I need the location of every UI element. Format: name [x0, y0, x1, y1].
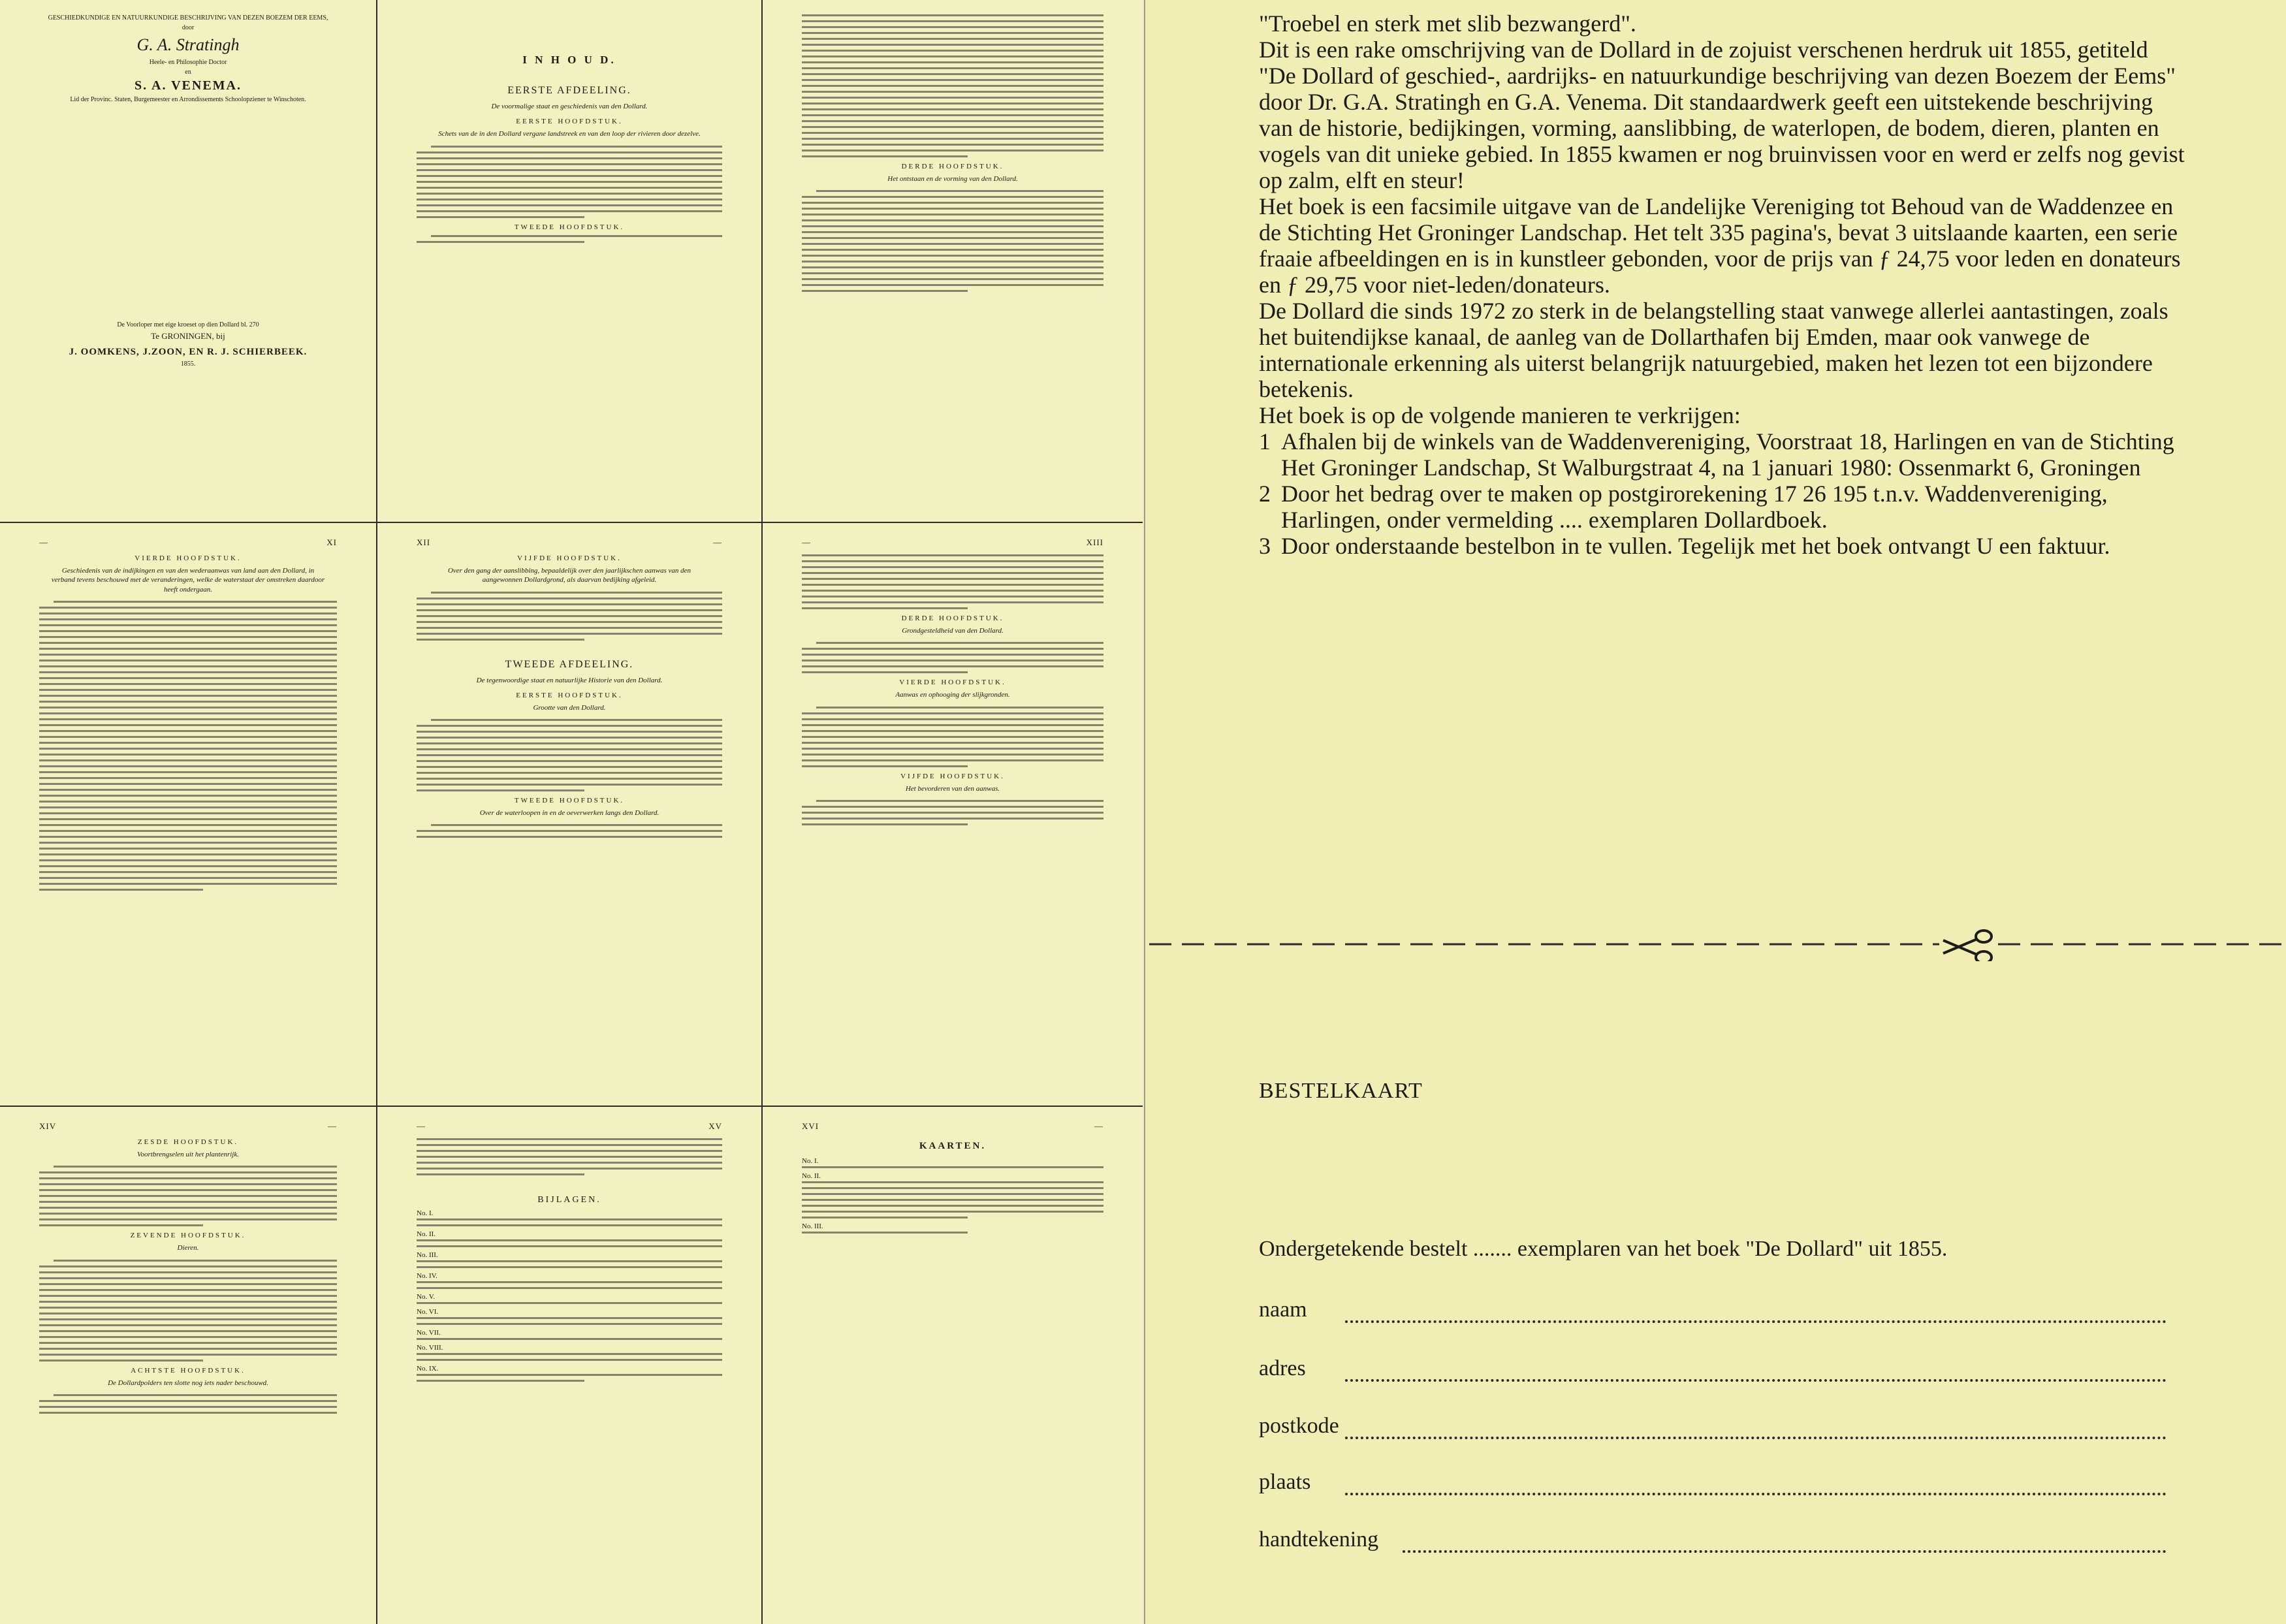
- bijlage-item: No. IV.: [417, 1272, 437, 1280]
- inhoud-heading: I N H O U D.: [522, 54, 616, 66]
- city-label: plaats: [1259, 1470, 1311, 1494]
- page-divider: [761, 0, 763, 1624]
- vijfde-hoofdstuk-sub: Over den gang der aanslibbing, bepaaldelijk over den jaarlijkschen aanwas van den aangewonnen Dollardgrond, als daarvan bedijking afgeleid.: [447, 567, 691, 584]
- kaarten-list: [802, 1157, 1103, 1234]
- achtste-hoofdstuk-heading: ACHTSTE HOOFDSTUK.: [131, 1366, 246, 1375]
- vijfde-hoofdstuk-heading: VIJFDE HOOFDSTUK.: [517, 554, 622, 562]
- title-page-city: Te GRONINGEN, bij: [151, 331, 225, 341]
- ordering-way-text: Door onderstaande bestelbon in te vullen. Tegelijk met het boek ontvangt U een faktuur.: [1281, 533, 2110, 559]
- bijlagen-list: [417, 1209, 722, 1382]
- zesde-hoofdstuk-sub: Voortbrengselen uit het plantenrijk.: [136, 1151, 239, 1158]
- page-xii: XII — VIJFDE HOOFDSTUK. Over den gang der aanslibbing, bepaaldelijk over den jaarlijkschen aanwas van den aangewonnen Dollardgrond, als daarvan bedijking afgeleid. TWEEDE AFDEELING. De tegenwoordige staat en natuurlijke Historie van den Dollard. EERSTE HOOFDSTUK. Grootte van den Dollard. TWEEDE HOOFDSTUK. Over de waterloopen in en de oeverwerken langs den Dollard.: [377, 523, 761, 1106]
- bijlage-item: No. III.: [417, 1251, 438, 1259]
- tweede-afdeeling-heading: TWEEDE AFDEELING.: [505, 658, 634, 670]
- signature-label: handtekening: [1259, 1527, 1379, 1552]
- article-paragraph: Dit is een rake omschrijving van de Dollard in de zojuist verschenen herdruk uit 1855, getiteld "De Dollard of geschied-, aardrijks- en natuurkundige beschrijving van dezen Boezem der Eems" door Dr. G.A. Stratingh en G.A. Venema. Dit standaardwerk geeft een uitstekende beschrijving van de historie, bedijkingen, vorming, aanslibbing, de waterlopen, de bodem, dieren, planten en vogels van dit unieke gebied. In 1855 kwamen er nog bruinvissen voor en werd er zelfs nog gevist op zalm, elft en steur!: [1259, 37, 2185, 193]
- page-number: XI: [326, 537, 337, 547]
- page-divider: [0, 1106, 1143, 1107]
- city-input-line[interactable]: [1345, 1473, 2167, 1495]
- signature-input-line[interactable]: [1403, 1531, 2167, 1553]
- bijlage-item: No. II.: [417, 1230, 436, 1238]
- tweede-afdeeling-sub: De tegenwoordige staat en natuurlijke Historie van den Dollard.: [476, 676, 663, 684]
- page-contents-continued: [763, 0, 1143, 522]
- tweede-hoofdstuk-sub: Over de waterloopen in en de oeverwerken langs den Dollard.: [479, 809, 659, 818]
- name-label: naam: [1259, 1298, 1307, 1322]
- derde-hoofdstuk-sub: Het ontstaan en de vorming van den Dollard.: [887, 175, 1018, 183]
- bijlage-item: No. V.: [417, 1293, 436, 1301]
- scissors-icon: [1939, 931, 1997, 961]
- title-page-vignette-caption: De Voorloper met eige kroeset op dien Dollard bl. 270: [117, 321, 259, 328]
- vijfde-hoofdstuk-sub-2: Het bevorderen van den aanwas.: [905, 784, 1000, 793]
- kaarten-heading: KAARTEN.: [919, 1141, 987, 1151]
- derde-hoofdstuk-heading-2: DERDE HOOFDSTUK.: [901, 614, 1004, 622]
- article-paragraph: De Dollard die sinds 1972 zo sterk in de belangstelling staat vanwege allerlei aantastingen, zoals het buitendijkse kanaal, de aanleg van de Dollarthafen bij Emden, maar ook vanwege de internationale erkenning als uiterst belangrijk natuurgebied, maken het lezen tot een bijzondere betekenis.: [1259, 298, 2168, 402]
- page-xi: — XI VIERDE HOOFDSTUK. Geschiedenis van de indijkingen en van den wederaanwas van land aan den Dollard, in verband tevens beschouwd met de veranderingen, welke de waterstaat der omstreken daardoor heeft ondergaan.: [0, 523, 376, 1106]
- ordering-way: [1259, 481, 2186, 533]
- ordering-way-text: Afhalen bij de winkels van de Waddenvereniging, Voorstraat 18, Harlingen en van de Stichting Het Groninger Landschap, St Walburgstraat 4, na 1 januari 1980: Ossenmarkt 6, Groningen: [1281, 428, 2174, 481]
- title-page-author2: S. A. VENEMA.: [135, 78, 242, 93]
- inhoud-afdeeling-sub: De voormalige staat en geschiedenis van den Dollard.: [491, 103, 648, 110]
- kaart-item: No. II.: [802, 1172, 821, 1180]
- page-number: XVI: [802, 1121, 819, 1131]
- address-input-line[interactable]: [1345, 1360, 2167, 1382]
- ordering-way: [1259, 428, 2186, 481]
- title-page-author1: G. A. Stratingh: [136, 35, 240, 54]
- postcode-label: postkode: [1259, 1414, 1339, 1438]
- title-page-vignette: [39, 106, 337, 321]
- title-page-en: en: [185, 69, 191, 76]
- achtste-hoofdstuk-sub: De Dollardpolders ten slotte nog iets nader beschouwd.: [108, 1378, 268, 1387]
- page-number: XIV: [39, 1121, 57, 1131]
- vijfde-hoofdstuk-heading-2: VIJFDE HOOFDSTUK.: [900, 772, 1005, 780]
- zesde-hoofdstuk-heading: ZESDE HOOFDSTUK.: [137, 1138, 239, 1146]
- article-paragraph: Het boek is een facsimile uitgave van de Landelijke Vereniging tot Behoud van de Waddenzee en de Stichting Het Groninger Landschap. Het telt 335 pagina's, bevat 3 uitslaande kaarten, een serie fraaie afbeeldingen en is in kunstleer gebonden, voor de prijs van ƒ 24,75 voor leden en donateurs en ƒ 29,75 voor niet-leden/donateurs.: [1259, 193, 2181, 298]
- eerste-hoofdstuk-heading: EERSTE HOOFDSTUK.: [516, 691, 623, 699]
- tweede-hoofdstuk-heading: TWEEDE HOOFDSTUK.: [514, 797, 625, 805]
- page-number: XIII: [1086, 537, 1103, 547]
- signature-field[interactable]: [1259, 1524, 2167, 1553]
- postcode-field[interactable]: [1259, 1410, 2167, 1439]
- name-input-line[interactable]: [1345, 1301, 2167, 1323]
- title-page-author1-role: Heele- en Philosophie Doctor: [149, 59, 227, 66]
- page-number: XV: [708, 1121, 722, 1131]
- zevende-hoofdstuk-heading: ZEVENDE HOOFDSTUK.: [130, 1232, 246, 1240]
- kaart-item: No. I.: [802, 1157, 819, 1165]
- fold-line: [1144, 0, 1145, 1624]
- address-label: adres: [1259, 1356, 1306, 1380]
- vierde-hoofdstuk-sub: Geschiedenis van de indijkingen en van den wederaanwas van land aan den Dollard, in verband tevens beschouwd met de veranderingen, welke de waterstaat der omstreken daardoor heeft ondergaan.: [51, 567, 325, 594]
- inhoud-hoofdstuk2: TWEEDE HOOFDSTUK.: [514, 223, 625, 231]
- postcode-input-line[interactable]: [1345, 1417, 2167, 1439]
- bijlage-item: No. VI.: [417, 1308, 439, 1316]
- bijlagen-heading: BIJLAGEN.: [537, 1195, 601, 1205]
- page-xvi: XVI — KAARTEN. No. I. No. II. No. III.: [763, 1107, 1143, 1624]
- ordering-way-number: 3: [1259, 533, 1271, 559]
- vierde-hoofdstuk-heading-2: VIERDE HOOFDSTUK.: [899, 678, 1006, 687]
- cut-line: [1149, 922, 2286, 961]
- ordering-way-text: Door het bedrag over te maken op postgirorekening 17 26 195 t.n.v. Waddenvereniging, Harlingen, onder vermelding .... exemplaren Dollardboek.: [1281, 481, 2108, 533]
- derde-hoofdstuk-heading: DERDE HOOFDSTUK.: [901, 163, 1004, 170]
- title-page-author2-role: Lid der Provinc. Staten, Burgemeester en Arrondissements Schoolopziener te Winschoten.: [70, 96, 306, 103]
- title-page-year: 1855.: [180, 360, 196, 368]
- inhoud-hoofdstuk-sub: Schets van de in den Dollard vergane landstreek en van den loop der rivieren door dezelve.: [438, 130, 701, 138]
- article-quote: "Troebel en sterk met slib bezwangerd".: [1259, 10, 1636, 37]
- bijlage-item: No. VII.: [417, 1329, 441, 1337]
- page-xiv: XIV — ZESDE HOOFDSTUK. Voortbrengselen uit het plantenrijk. ZEVENDE HOOFDSTUK. Dieren. ACHTSTE HOOFDSTUK. De Dollardpolders ten slotte nog iets nader beschouwd.: [0, 1107, 376, 1624]
- inhoud-afdeeling: EERSTE AFDEELING.: [507, 85, 631, 96]
- inhoud-hoofdstuk: EERSTE HOOFDSTUK.: [516, 118, 623, 126]
- address-field[interactable]: [1259, 1353, 2167, 1382]
- title-page: [0, 0, 376, 522]
- ordering-way-number: 1: [1259, 428, 1271, 454]
- city-field[interactable]: [1259, 1467, 2167, 1495]
- name-field[interactable]: [1259, 1294, 2167, 1323]
- page-xiii: — XIII DERDE HOOFDSTUK. Grondgesteldheid van den Dollard. VIERDE HOOFDSTUK. Aanwas en ophooging der slijkgronden. VIJFDE HOOFDSTUK. Het bevorderen van den aanwas.: [763, 523, 1143, 1106]
- page-xv: — XV BIJLAGEN. No. I. No. II. No. III. No. IV. No. V. No. VI. No. VII. No. VIII. No. IX.: [377, 1107, 761, 1624]
- ordering-ways-list: [1259, 428, 2186, 559]
- order-sentence: Ondergetekende bestelt ....... exemplaren van het boek "De Dollard" uit 1855.: [1259, 1237, 1948, 1261]
- page-divider: [0, 522, 1143, 523]
- vierde-hoofdstuk-heading: VIERDE HOOFDSTUK.: [135, 554, 242, 562]
- page-divider: [376, 0, 377, 1624]
- eerste-hoofdstuk-sub: Grootte van den Dollard.: [533, 703, 606, 712]
- bijlage-item: No. VIII.: [417, 1344, 443, 1352]
- title-page-subtitle: GESCHIEDKUNDIGE EN NATUURKUNDIGE BESCHRIJVING VAN DEZEN BOEZEM DER EEMS,: [48, 14, 328, 22]
- article-text: [1259, 10, 2186, 559]
- derde-hoofdstuk-sub-2: Grondgesteldheid van den Dollard.: [902, 627, 1004, 635]
- article-paragraph: Het boek is op de volgende manieren te verkrijgen:: [1259, 402, 1741, 428]
- ordering-way: [1259, 533, 2186, 559]
- ordering-way-number: 2: [1259, 481, 1271, 507]
- order-card-title: BESTELKAART: [1259, 1079, 1423, 1103]
- page-number: XII: [417, 537, 431, 547]
- title-page-door: door: [182, 24, 195, 31]
- bijlage-item: No. I.: [417, 1209, 434, 1217]
- vierde-hoofdstuk-sub-2: Aanwas en ophooging der slijkgronden.: [895, 691, 1010, 699]
- inhoud-page: [377, 0, 761, 522]
- kaart-item: No. III.: [802, 1222, 823, 1230]
- title-page-publisher: J. OOMKENS, J.ZOON, EN R. J. SCHIERBEEK.: [69, 347, 308, 357]
- bijlage-item: No. IX.: [417, 1365, 439, 1373]
- zevende-hoofdstuk-sub: Dieren.: [177, 1244, 199, 1252]
